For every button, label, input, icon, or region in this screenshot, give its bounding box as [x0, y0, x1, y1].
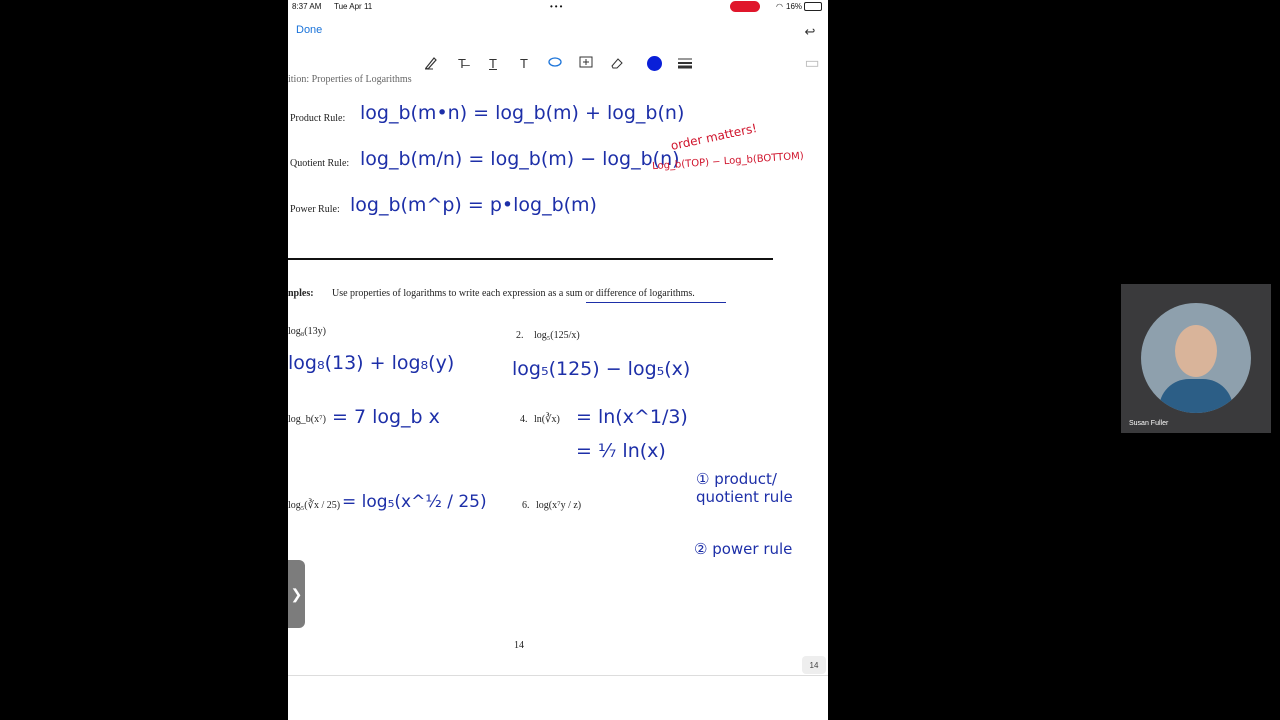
done-button[interactable]: Done [296, 24, 323, 36]
text-icon[interactable]: T [520, 55, 528, 71]
recording-indicator-icon [730, 1, 760, 12]
example-4-number: 4. [520, 414, 528, 425]
multitask-dots[interactable]: ••• [550, 2, 565, 11]
eraser-icon[interactable] [607, 53, 627, 73]
strategy-tip-1: ① product/ quotient rule [696, 470, 793, 506]
ipad-screen [288, 0, 828, 720]
example-1: log₈(13y) [288, 326, 326, 337]
quotient-rule-handwriting: log_b(m/n) = log_b(m) − log_b(n) [360, 148, 680, 170]
order-note: order matters! [669, 121, 759, 153]
example-5: log₅(∛x / 25) [288, 500, 341, 511]
comment-icon[interactable]: ▭ [804, 55, 820, 72]
side-panel-toggle[interactable] [288, 560, 305, 628]
example-2-number: 2. [516, 330, 524, 341]
stroke-width-icon[interactable] [675, 53, 695, 73]
battery-percent: 16% [786, 2, 803, 11]
section-divider [288, 258, 773, 260]
examples-instruction: Use properties of logarithms to write each expression as a sum or difference of logarithms. [332, 288, 695, 299]
example-3: log_b(x⁷) [288, 414, 326, 425]
next-page-strip [288, 675, 828, 720]
color-blue-icon[interactable] [644, 53, 664, 73]
webcam-tile [1121, 284, 1271, 433]
example-2-answer: log₅(125) − log₅(x) [512, 358, 691, 380]
example-1-answer: log₈(13) + log₈(y) [288, 352, 455, 374]
example-4: ln(∛x) [534, 414, 560, 425]
examples-label: nples: [288, 288, 314, 299]
example-3-answer: = 7 log_b x [332, 406, 440, 428]
example-6: log(x⁷y / z) [536, 500, 582, 511]
lasso-icon[interactable] [545, 53, 565, 73]
status-bar [288, 0, 828, 14]
status-time: 8:37 AM [292, 2, 322, 11]
wifi-icon: ◠ [776, 2, 783, 11]
text-underline-icon[interactable]: T [489, 55, 497, 71]
add-note-icon[interactable] [576, 53, 596, 73]
example-4-answer-b: = ⅐ ln(x) [576, 440, 666, 462]
text-strike-icon[interactable]: T̶ [458, 55, 466, 71]
power-rule-label: Power Rule: [290, 204, 340, 215]
battery-icon [804, 2, 822, 11]
document-page [288, 74, 828, 678]
example-4-answer-a: = ln(x^1/3) [576, 406, 688, 428]
instruction-underline [586, 302, 726, 303]
example-2: log₅(125/x) [534, 330, 580, 341]
example-5-answer: = log₅(x^½ / 25) [342, 492, 487, 512]
chevron-right-icon: ❯ [290, 585, 303, 602]
page-number: 14 [514, 640, 524, 651]
presenter-avatar [1141, 303, 1251, 413]
example-6-number: 6. [522, 500, 530, 511]
product-rule-handwriting: log_b(m•n) = log_b(m) + log_b(n) [360, 102, 685, 124]
undo-icon[interactable]: ↩ [804, 24, 816, 39]
quotient-rule-label: Quotient Rule: [290, 158, 350, 169]
power-rule-handwriting: log_b(m^p) = p•log_b(m) [350, 194, 597, 216]
webcam-name: Susan Fuller [1129, 420, 1169, 427]
product-rule-label: Product Rule: [290, 113, 346, 124]
status-date: Tue Apr 11 [334, 2, 373, 11]
section-header: ition: Properties of Logarithms [288, 74, 412, 85]
strategy-tip-2: ② power rule [694, 540, 793, 558]
order-note-detail: Log_b(TOP) − Log_b(BOTTOM) [651, 150, 805, 173]
page-badge[interactable]: 14 [802, 656, 826, 674]
markup-toolbar [288, 14, 828, 80]
pen-tool-icon[interactable] [421, 53, 441, 73]
